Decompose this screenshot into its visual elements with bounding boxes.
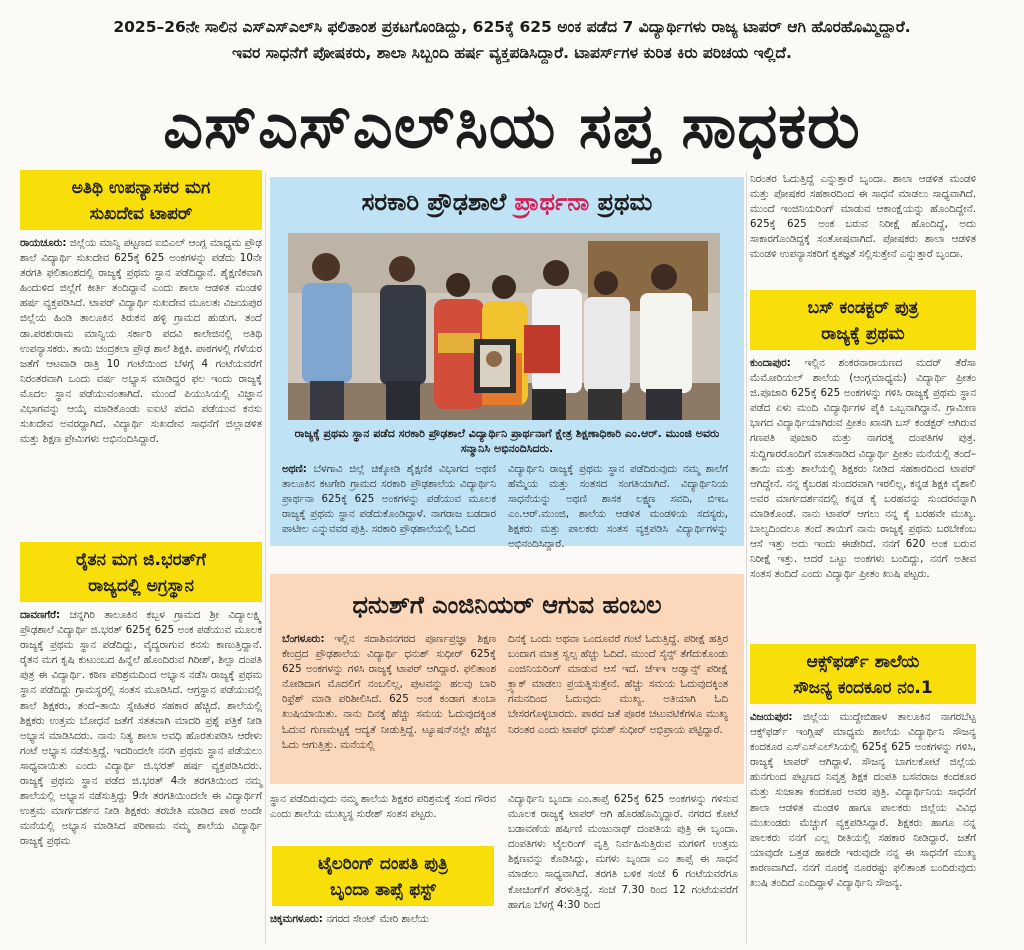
story2-title-line2: ರಾಜ್ಯದಲ್ಲಿ ಅಗ್ರಸ್ಥಾನ xyxy=(88,576,194,596)
story5-dateline: ವಿಜಯಪುರ: xyxy=(750,711,793,723)
dhanush-title: ಧನುಶ್‌ಗೆ ಎಂಜಿನಿಯರ್ ಆಗುವ ಹಂಬಲ xyxy=(352,591,662,619)
bharath-continuation: ಸ್ಥಾನ ಪಡೆದಿರುವುದು ನಮ್ಮ ಶಾಲೆಯ ಶಿಕ್ಷಕರ ಪರಿಶ್ರಮಕ್ಕೆ ಸಂದ ಗೌರವ ಎಂದು ಶಾಲೆಯ ಮುಖ್ಯಸ್ಥ ಸುರೇಶ್ ಸಂತಸ ಪಟ್ಟರು. xyxy=(270,793,496,821)
story2-dateline: ದಾವಣಗೆರೆ: xyxy=(20,609,61,621)
story3-col2: ವಿದ್ಯಾರ್ಥಿನಿ ಬೃಂದಾ ಎಂ.ತಾಪ್ಸೆ 625ಕ್ಕೆ 625 ಅಂಕಗಳನ್ನು ಗಳಿಸುವ ಮೂಲಕ ರಾಜ್ಯಕ್ಕೆ ಟಾಪರ್ ಆಗಿ ಹೊರಹೊಮ್ಮಿದ್ದಾರೆ. ನಗರದ ಕೋಟೆ ಬಡಾವಣೆಯ ಹರ್ಷಿಣಿ ಮಂಜುನಾಥ್ ದಂಪತಿಯ ಪುತ್ರಿ ಈ ಬೃಂದಾ. ದಂಪತಿಗಳು ಟೈಲರಿಂಗ್ ವೃತ್ತಿ ನಿರ್ವಹಿಸುತ್ತಿರುವ ಮಗಳಿಗೆ ಉತ್ತಮ ಶಿಕ್ಷಣವನ್ನು ಕೊಡಿಸಿದ್ದು, ಮಗಳು ಬೃಂದಾ ಎಂ ತಾಪ್ಸೆ ಈ ಸಾಧನೆ ಮಾಡಲು ಸಾಧ್ಯವಾಗಿದೆ. ತರಗತಿ ಬಳಿಕ ಸಂಜೆ 6 ಗಂಟೆಯವರೆಗೂ ಕೋಚಿಂಗ್‌ಗೆ ತೆರಳುತ್ತಿದ್ದೆ. ಸಂಜೆ 7.30 ರಿಂದ 12 ಗಂಟೆಯವರೆಗೆ ಹಾಗೂ ಬೆಳಗ್ಗೆ 4:30 ರಿಂದ xyxy=(508,793,738,911)
strap-line-2: ಇವರ ಸಾಧನೆಗೆ ಪೋಷಕರು, ಶಾಲಾ ಸಿಬ್ಬಂದಿ ಹರ್ಷ ವ್ಯಕ್ತಪಡಿಸಿದ್ದಾರೆ. ಟಾಪರ್ಸ್‌ಗಳ ಕುರಿತ ಕಿರು ಪರಿಚಯ ಇಲ್ಲಿದೆ. xyxy=(232,44,792,62)
prarthana-title-name: ಪ್ರಾರ್ಥನಾ xyxy=(514,188,590,216)
story2-body xyxy=(20,608,262,944)
story3-title-line2: ಬೃಂದಾ ತಾಪ್ಸೆ ಫಸ್ಟ್ xyxy=(330,880,436,900)
prarthana-col1 xyxy=(282,462,496,542)
column-rule-left xyxy=(265,172,266,944)
story3-dateline: ಚಿಕ್ಕಮಗಳೂರು: xyxy=(270,913,323,925)
dhanush-col1 xyxy=(282,632,496,780)
story5-title-line2: ಸೌಜನ್ಯ ಕಂದಕೂರ ನಂ.1 xyxy=(793,678,933,698)
story2-title-box xyxy=(20,542,262,602)
story4-title-box xyxy=(750,290,976,350)
photo-illustration xyxy=(288,233,720,420)
story3-start xyxy=(270,912,496,942)
brinda-continuation: ನಿರಂತರ ಓದುತ್ತಿದ್ದೆ ಎನ್ನುತ್ತಾರೆ ಬೃಂದಾ. ಶಾಲಾ ಆಡಳಿತ ಮಂಡಳಿ ಮತ್ತು ಪೋಷಕರ ಸಹಕಾರದಿಂದ ಈ ಸಾಧನೆ ಮಾಡಲು ಸಾಧ್ಯವಾಗಿದೆ. ಮುಂದೆ ಇಂಜಿನಿಯರಿಂಗ್ ಮಾಡುವ ಆಕಾಂಕ್ಷೆಯನ್ನು ಹೊಂದಿದ್ದೇನೆ. 625ಕ್ಕೆ 625 ಅಂಕ ಬರುವ ನಿರೀಕ್ಷೆ ಹೊಂದಿದ್ದೆ, ಅದು ಸಾಕಾರಗೊಂಡಿದ್ದಕ್ಕೆ ಸಂತೋಷವಾಗಿದೆ. ಪೋಷಕರು ಶಾಲಾ ಆಡಳಿತ ಮಂಡಳಿ ಉಪನ್ಯಾಸಕರಿಗೆ ಕೃತಜ್ಞತೆ ಸಲ್ಲಿಸುತ್ತೇನೆ ಎನ್ನುತ್ತಾರೆ ಬೃಂದಾ. xyxy=(750,173,976,261)
story1-title-line2: ಸುಖದೇವ ಟಾಪರ್ xyxy=(89,204,193,224)
story1-body xyxy=(20,236,262,532)
dhanush-col2: ದಿನಕ್ಕೆ ಒಂದು ಅಥವಾ ಒಂದೂವರೆ ಗಂಟೆ ಓದುತ್ತಿದ್ದೆ. ಪರೀಕ್ಷೆ ಹತ್ತಿರ ಬಂದಾಗ ಮಾತ್ರ ಸ್ವಲ್ಪ ಹೆಚ್ಚು ಓದಿದೆ. ಮುಂದೆ ಸೈನ್ಸ್ ತೆಗೆದುಕೊಂಡು ಎಂಜಿನಿಯರಿಂಗ್ ಮಾಡುವ ಆಸೆ ಇದೆ. ಜೆಇಇ ಅಡ್ವಾನ್ಸ್ ಪರೀಕ್ಷೆ ಕ್ರ್ಯಾಕ್ ಮಾಡಲು ಪ್ರಯತ್ನಿಸುತ್ತೇನೆ. ಹೆಚ್ಚು ಸಮಯ ಓದುವುದಕ್ಕಿಂತ ಗಮನದಿಂದ ಓದುವುದು ಮುಖ್ಯ. ಅತಿಯಾಗಿ ಓದಿ ಬೇಸರಗೊಳ್ಳಬಾರದು. ಪಾಠದ ಜತೆ ಪೂರಕ ಚಟುವಟಿಕೆಗಳೂ ಮುಖ್ಯ ನಿರಂತರ ಎಂದು ಟಾಪರ್ ಧನುಶ್ ಸುಧೀರ್ ಅಭಿಪ್ರಾಯ ಪಟ್ಟಿದ್ದಾರೆ. xyxy=(508,633,728,736)
story2-title-line1: ರೈತನ ಮಗ ಜಿ.ಭರತ್‌ಗೆ xyxy=(76,550,206,570)
story4-dateline: ಕುಂದಾಪುರ: xyxy=(750,357,791,369)
story4-title-line2: ರಾಜ್ಯಕ್ಕೆ ಪ್ರಥಮ xyxy=(821,324,905,344)
story4-title-line1: ಬಸ್ ಕಂಡಕ್ಟರ್ ಪುತ್ರ xyxy=(807,298,919,318)
story1-text: ಜಿಲ್ಲೆಯ ಮಾನ್ವಿ ಪಟ್ಟಣದ ಐಬಿಎಲ್ ಆಂಗ್ಲ ಮಾಧ್ಯಮ ಪ್ರೌಢ ಶಾಲೆ ವಿದ್ಯಾರ್ಥಿ ಸುಖದೇವ 625ಕ್ಕೆ 625 ಅಂಕಗಳನ್ನು ಪಡೆದು 10ನೇ ತರಗತಿ ಫಲಿತಾಂಶದಲ್ಲಿ ರಾಜ್ಯಕ್ಕೆ ಪ್ರಥಮ ಸ್ಥಾನ ಪಡೆದಿದ್ದಾನೆ. ಶೈಕ್ಷಣಿಕವಾಗಿ ಹಿಂದುಳಿದ ಜಿಲ್ಲೆಗೆ ಕೀರ್ತಿ ತಂದಿದ್ದಾನೆ ಎಂದು ಶಾಲಾ ಆಡಳಿತ ಮಂಡಳಿ ಹರ್ಷ ವ್ಯಕ್ತಪಡಿಸಿದೆ. ಟಾಪರ್ ವಿದ್ಯಾರ್ಥಿ ಸುಖದೇವ ಮೂಲತಃ ವಿಜಯಪುರ ಜಿಲ್ಲೆಯ ಹಿಂಡಿ ತಾಲೂಕಿನ ತಿರುಕನ ಹಳ್ಳಿ ಗ್ರಾಮದ ಹುಡುಗ. ತಂದೆ ಡಾ.ಪರಶುರಾಮ ಮಾನ್ವಿಯ ಸರ್ಕಾರಿ ಪದವಿ ಕಾಲೇಜಿನಲ್ಲಿ ಅತಿಥಿ ಉಪನ್ಯಾಸಕರು. ತಾಯಿ ಚಂದ್ರಕಲಾ ಪ್ರೌಢ ಶಾಲೆ ಶಿಕ್ಷಕಿ. ಪಾಠಗಳಲ್ಲಿ ಗೆಳೆಯರ ಜತೆಗೆ ಆಟವಾಡಿ ರಾತ್ರಿ 10 ಗಂಟೆಯಿಂದ ಬೆಳಗ್ಗೆ 4 ಗಂಟೆಯವರೆಗೆ ನಿರಂತರವಾಗಿ ಒಂದು ವರ್ಷ ಅಭ್ಯಾಸ ಮಾಡಿದ್ದರ ಫಲ ಇಂದು ರಾಜ್ಯಕ್ಕೆ ಮೊದಲ ಸ್ಥಾನ ಪಡೆಯುವಂತಾಗಿದೆ. ಮುಂದೆ ಪಿಯುಸಿಯಲ್ಲಿ ವಿಜ್ಞಾನ ವಿಭಾಗವನ್ನು ಆಯ್ಕೆ ಮಾಡಿಕೊಂಡು ಐಐಟಿ ಪದವಿ ಪಡೆಯುವ ಕನಸು ಸುಖದೇವ ಅವರದ್ದಾಗಿದೆ. ವಿದ್ಯಾರ್ಥಿ ಸುಖದೇವ ಸಾಧನೆಗೆ ಜಿಲ್ಲಾಡಳಿತ ಮತ್ತು ಶಿಕ್ಷಣ ಪ್ರೇಮಿಗಳು ಅಭಿನಂದಿಸಿದ್ದಾರೆ. xyxy=(20,237,262,446)
main-headline: ಎಸ್‌ಎಸ್‌ಎಲ್‌ಸಿಯ ಸಪ್ತ ಸಾಧಕರು xyxy=(163,89,861,162)
story5-title-line1: ಆಕ್ಸ್‌ಫರ್ಡ್ ಶಾಲೆಯ xyxy=(806,652,920,672)
prarthana-col2: ವಿದ್ಯಾರ್ಥಿನಿ ರಾಜ್ಯಕ್ಕೆ ಪ್ರಥಮ ಸ್ಥಾನ ಪಡೆದಿರುವುದು ನಮ್ಮ ಶಾಲೆಗೆ ಹೆಮ್ಮೆಯ ಮತ್ತು ಸಂತಸದ ಸಂಗತಿಯಾಗಿದೆ. ವಿದ್ಯಾರ್ಥಿನಿಯ ಸಾಧನೆಯನ್ನು ಅಥಣಿ ಶಾಸಕ ಲಕ್ಷ್ಮಣ ಸವದಿ, ಬಿಇಒ ಎಂ.ಆರ್.ಮುಂಜಿ, ಶಾಲೆಯ ಆಡಳಿತ ಮಂಡಳಿಯ ಸದಸ್ಯರು, ಶಿಕ್ಷಕರು ಮತ್ತು ಪಾಲಕರು ಸಂತಸ ವ್ಯಕ್ತಪಡಿಸಿ ವಿದ್ಯಾರ್ಥಿಗಳನ್ನು ಅಭಿನಂದಿಸಿದ್ದಾರೆ. xyxy=(508,463,728,551)
story3-title-line1: ಟೈಲರಿಂಗ್ ದಂಪತಿ ಪುತ್ರಿ xyxy=(318,854,448,874)
dhanush-col1-text: ಇಲ್ಲಿನ ಸದಾಶಿವನಗರದ ಪೂರ್ಣಪ್ರಜ್ಞಾ ಶಿಕ್ಷಣ ಕೇಂದ್ರದ ಪ್ರೌಢಶಾಲೆಯ ವಿದ್ಯಾರ್ಥಿ ಧನುಶ್ ಸುಧೀರ್ 625ಕ್ಕೆ 625 ಅಂಕಗಳನ್ನು ಗಳಿಸಿ ರಾಜ್ಯಕ್ಕೆ ಟಾಪರ್ ಆಗಿದ್ದಾರೆ. ಫಲಿತಾಂಶ ನೋಡಿದಾಗ ಮೊದಲಿಗೆ ನಂಬಲಿಲ್ಲ, ಪುಟವನ್ನು ಹಲವು ಬಾರಿ ರಿಫ್ರೆಶ್ ಮಾಡಿ ಪರಿಶೀಲಿಸಿದೆ. 625 ಅಂಕ ಕಂಡಾಗ ತುಂಬಾ ಖುಷಿಯಾಯಿತು. ನಾನು ದಿನಕ್ಕೆ ಹೆಚ್ಚು ಸಮಯ ಓದುವುದಕ್ಕಿಂತ ಓದುವ ಗುಣಮಟ್ಟಕ್ಕೆ ಆದ್ಯತೆ ನೀಡುತ್ತಿದ್ದೆ. ಟ್ಯೂಷನ್‌ನಲ್ಲೇ ಹೆಚ್ಚಿನ ಓದು ಆಗುತ್ತಿತ್ತು. ಮನೆಯಲ್ಲಿ xyxy=(282,633,496,751)
prarthana-title-c: ಪ್ರಥಮ xyxy=(597,188,653,216)
story4-text: ಇಲ್ಲಿನ ಶಂಕರನಾರಾಯಣದ ಮದರ್ ತೆರೆಸಾ ಮೆಮೋರಿಯಲ್ ಶಾಲೆಯ (ಆಂಗ್ಲಮಾಧ್ಯಮ) ವಿದ್ಯಾರ್ಥಿ ಪ್ರೀತಂ ಜಿ.ಪೂಜಾರಿ 625ಕ್ಕೆ 625 ಅಂಕಗಳನ್ನು ಗಳಿಸಿ ರಾಜ್ಯಕ್ಕೆ ಪ್ರಥಮ ಸ್ಥಾನ ಪಡೆದ ಏಳು ಮಂದಿ ವಿದ್ಯಾರ್ಥಿಗಳ ಪೈಕಿ ಒಬ್ಬನಾಗಿದ್ದಾನೆ. ಗ್ರಾಮೀಣ ಭಾಗದ ವಿದ್ಯಾರ್ಥಿಯಾಗಿರುವ ಪ್ರೀತಂ ಖಾಸಗಿ ಬಸ್ ಕಂಡಕ್ಟರ್ ಆಗಿರುವ ಗಣಪತಿ ಪೂಜಾರಿ ಮತ್ತು ನಾಗರತ್ನ ದಂಪತಿಗಳ ಪುತ್ರ. ಸುದ್ದಿಗಾರರೊಂದಿಗೆ ಮಾತನಾಡಿದ ವಿದ್ಯಾರ್ಥಿ ಪ್ರೀತಂ ಮನೆಯಲ್ಲಿ ತಂದೆ–ತಾಯಿ ಮತ್ತು ಶಾಲೆಯಲ್ಲಿ ಶಿಕ್ಷಕರು ನೀಡಿದ ಸಹಕಾರದಿಂದ ಟಾಪರ್ ಆಗಿದ್ದೇನೆ. ನನ್ನ ಕೈಬರಹ ಸುಂದರವಾಗಿ ಇರಲಿಲ್ಲ, ಕನ್ನಡ ಶಿಕ್ಷಕಿ ವೈಶಾಲಿ ಅವರ ಮಾರ್ಗದರ್ಶನದಲ್ಲಿ ಕನ್ನಡ ಕೈ ಬರಹವನ್ನು ಸುಂದರವನ್ನಾಗಿ ಮಾಡಿಕೊಂಡೆ. ನಾನು ಟಾಪರ್ ಆಗಲು ನನ್ನ ಕೈ ಬರಹವೇ ಮುಖ್ಯ. ಬಾಲ್ಯದಿಂದಲೂ ತಂದೆ ತಾಯಿಗೆ ನಾನು ರಾಜ್ಯಕ್ಕೆ ಪ್ರಥಮ ಬರಬೇಕೆಂಬ ಆಸೆ ಇತ್ತು ಅದು ಇಂದು ಈಡೇರಿದೆ. ನನಗೆ 620 ಅಂಕ ಬರುವ ನಿರೀಕ್ಷೆ ಇತ್ತು. ಆದರೆ ಒಟ್ಟು ಅಂಕಗಳು ಬಂದಿದ್ದು, ನನಗೆ ಅತೀವ ಸಂತಸ ತಂದಿದೆ ಎಂದು ವಿದ್ಯಾರ್ಥಿ ಪ್ರೀತಂ ಖುಷಿ ಪಟ್ಟರು. xyxy=(750,357,976,581)
story3-title-box xyxy=(272,846,494,906)
column-rule-right xyxy=(746,172,747,944)
prarthana-title-a: ಸರಕಾರಿ ಪ್ರೌಢಶಾಲೆ xyxy=(361,188,507,216)
story2-text: ಚನ್ನಗಿರಿ ತಾಲೂಕಿನ ಕಬ್ಬಳ ಗ್ರಾಮದ ಶ್ರೀ ವಿದ್ಯಾಲಕ್ಷ್ಮಿ ಪ್ರೌಢಶಾಲೆ ವಿದ್ಯಾರ್ಥಿ ಜಿ.ಭರತ್ 625ಕ್ಕೆ 625 ಅಂಕ ಪಡೆಯುವ ಮೂಲಕ ರಾಜ್ಯಕ್ಕೆ ಪ್ರಥಮ ಸ್ಥಾನ ಪಡೆದಿದ್ದು, ವೈದ್ಯರಾಗುವ ಕನಸು ಕಾಣುತ್ತಿದ್ದಾನೆ. ರೈತನ ಮಗ ಕೃಷಿ ಕುಟುಂಬದ ಹಿನ್ನೆಲೆ ಹೊಂದಿರುವ ಗಿರೀಶ್, ಶಿಲ್ಪಾ ದಂಪತಿ ಪುತ್ರ ಈ ವಿದ್ಯಾರ್ಥಿ. ಕಠಿಣ ಪರಿಶ್ರಮದಿಂದ ಅಭ್ಯಾಸ ನಡೆಸಿ ರಾಜ್ಯಕ್ಕೆ ಪ್ರಥಮ ಸ್ಥಾನ ಪಡೆದಿದ್ದು ಗ್ರಾಮಸ್ಥರಲ್ಲಿ ಸಂತಸ ಮೂಡಿಸಿದೆ. ಆಗ್ರಸ್ಥಾನ ಪಡೆಯುವಲ್ಲಿ ಶಾಲೆ ಶಿಕ್ಷಕರು, ತಂದೆ–ತಾಯಿ ಸ್ನೇಹಿತರ ಸಹಕಾರ ಹೆಚ್ಚಿದೆ. ಶಾಲೆಯಲ್ಲಿ ಶಿಕ್ಷಕರು ಉತ್ತಮ ಬೋಧನೆ ಜತೆಗೆ ಸತತವಾಗಿ ಮಾದರಿ ಪ್ರಶ್ನೆ ಪತ್ರಿಕೆ ನೀಡಿ ಅಭ್ಯಾಸ ಮಾಡಿಸಿದರು. ನಾನು ನಿತ್ಯ ಶಾಲಾ ಅವಧಿ ಹೊರತುಪಡಿಸಿ ಆರೇಳು ಗಂಟೆ ಅಭ್ಯಾಸ ನಡೆಸುತ್ತಿದ್ದೆ. ಇದರಿಂದಲೇ ನನಗಿ ಪ್ರಥಮ ಸ್ಥಾನ ಪಡೆಯಲು ಸಾಧ್ಯವಾಯಿತು ಎಂದು ವಿದ್ಯಾರ್ಥಿ ಜಿ.ಭರತ್ ಹರ್ಷ ವ್ಯಕ್ತಪಡಿಸಿದರು. ರಾಜ್ಯಕ್ಕೆ ಪ್ರಥಮ ಸ್ಥಾನ ಪಡೆದ ಜಿ.ಭರತ್ 4ನೇ ತರಗತಿಯಿಂದ ನಮ್ಮ ಶಾಲೆಯಲ್ಲಿ ಅಭ್ಯಾಸ ನಡೆಸುತ್ತಿದ್ದು 9ನೇ ತರಗತಿಯಿಂದಲೇ ಈ ವಿದ್ಯಾರ್ಥಿಗೆ ಉತ್ತಮ ಮಾರ್ಗದರ್ಶನ ನೀಡಿ ಶಿಕ್ಷಕರು ತರಬೇತಿ ಮಾಡಿದ ಪಾಠ ಅಂದೇ ಮನೆಯಲ್ಲಿ ಅಭ್ಯಾಸ ಮಾಡಿಸಿದ ಪರಿಣಾಮ ನಮ್ಮ ಶಾಲೆಯ ವಿದ್ಯಾರ್ಥಿ ರಾಜ್ಯಕ್ಕೆ ಪ್ರಥಮ xyxy=(20,609,262,848)
story5-body xyxy=(750,710,976,944)
story3-start-text: ನಗರದ ಸೇಂಟ್ ಮೇರಿ ಶಾಲೆಯ xyxy=(326,913,429,925)
strap-line-1: 2025–26ನೇ ಸಾಲಿನ ಎಸ್‌ಎಸ್‌ಎಲ್‌ಸಿ ಫಲಿತಾಂಶ ಪ್ರಕಟಗೊಂಡಿದ್ದು, 625ಕ್ಕೆ 625 ಅಂಕ ಪಡೆದ 7 ವಿದ್ಯಾರ್ಥಿಗಳು ರಾಜ್ಯ ಟಾಪರ್ ಆಗಿ ಹೊರಹೊಮ್ಮಿದ್ದಾರೆ. xyxy=(113,18,911,36)
prarthana-col1-text: ಬೆಳಗಾವಿ ಜಿಲ್ಲೆ ಚಿಕ್ಕೋಡಿ ಶೈಕ್ಷಣಿಕ ವಿಭಾಗದ ಅಥಣಿ ತಾಲೂಕಿನ ಕಟಗೇರಿ ಗ್ರಾಮದ ಸರಕಾರಿ ಪ್ರೌಢಶಾಲೆಯ ವಿದ್ಯಾರ್ಥಿನಿ ಪ್ರಾರ್ಥನಾ 625ಕ್ಕೆ 625 ಅಂಕಗಳನ್ನು ಪಡೆಯುವ ಮೂಲಕ ರಾಜ್ಯಕ್ಕೆ ಪ್ರಥಮ ಸ್ಥಾನ ಪಡೆದುಕೊಂಡಿದ್ದಾಳೆ. ನಾಗರಾಜ ಬಡದಾರ ಪಾಟೀಲ ಎನ್ನುವವರ ಪುತ್ರಿ. ಸರಕಾರಿ ಪ್ರೌಢಶಾಲೆಯಲ್ಲಿ ಓದಿದ xyxy=(282,463,496,536)
story1-dateline: ರಾಯಚೂರು: xyxy=(20,237,67,249)
story1-title-box xyxy=(20,170,262,230)
photo-caption: ರಾಜ್ಯಕ್ಕೆ ಪ್ರಥಮ ಸ್ಥಾನ ಪಡೆದ ಸರಕಾರಿ ಪ್ರೌಢಶಾಲೆ ವಿದ್ಯಾರ್ಥಿನಿ ಪ್ರಾರ್ಥನಾಗೆ ಕ್ಷೇತ್ರ ಶಿಕ್ಷಣಾಧಿಕಾರಿ ಎಂ.ಆರ್. ಮುಂಜಿ ಅವರು ಸನ್ಮಾನಿಸಿ ಅಭಿನಂದಿಸಿದರು. xyxy=(294,427,720,455)
prarthana-title xyxy=(270,188,744,216)
story1-title-line1: ಅತಿಥಿ ಉಪನ್ಯಾಸಕರ ಮಗ xyxy=(71,178,211,198)
story4-body xyxy=(750,356,976,636)
prarthana-group-photo xyxy=(288,233,720,420)
dhanush-dateline: ಬೆಂಗಳೂರು: xyxy=(282,633,325,645)
story5-title-box xyxy=(750,644,976,704)
story5-text: ಜಿಲ್ಲೆಯ ಮುದ್ದೇಬಿಹಾಳ ತಾಲೂಕಿನ ನಾಗರಬೆಟ್ಟ ಆಕ್ಸ್‌ಫರ್ಡ್ ಇಂಗ್ಲಿಷ್ ಮಾಧ್ಯಮ ಶಾಲೆಯ ವಿದ್ಯಾರ್ಥಿನಿ ಸೌಜನ್ಯ ಕಂದಕೂರ ಎಸ್‌ಎಸ್‌ಎಲ್‌ಸಿಯಲ್ಲಿ 625ಕ್ಕೆ 625 ಅಂಕಗಳನ್ನು ಗಳಿಸಿ, ರಾಜ್ಯಕ್ಕೆ ಟಾಪರ್ ಆಗಿದ್ದಾಳೆ. ಸೌಜನ್ಯ ಬಾಗಲಕೋಟೆ ಜಿಲ್ಲೆಯ ಹುನಗುಂದ ಪಟ್ಟಣದ ನಿವೃತ್ತ ಶಿಕ್ಷಕ ದಂಪತಿ ಬಸವರಾಜ ಕಂದಕೂರ ಮತ್ತು ಸುಜಾತಾ ಕಂದಕೂರ ಅವರ ಪುತ್ರಿ. ವಿದ್ಯಾರ್ಥಿನಿಯ ಸಾಧನೆಗೆ ಶಾಲಾ ಆಡಳಿತ ಮಂಡಳಿ ಹಾಗೂ ಪಾಲಕರು ಜಿಲ್ಲೆಯ ವಿವಿಧ ಮುಖಂಡರು ಮೆಚ್ಚುಗೆ ವ್ಯಕ್ತಪಡಿಸಿದ್ದಾರೆ. ಶಿಕ್ಷಕರು ಹಾಗೂ ನನ್ನ ಪಾಲಕರು ನನಗೆ ಎಲ್ಲ ರೀತಿಯಲ್ಲಿ ಸಹಕಾರ ನೀಡಿದ್ದಾರೆ. ಜತೆಗೆ ಯಾವುದೇ ಒತ್ತಡ ಹಾಕದೇ ಇರುವುದೇ ನನ್ನ ಈ ಸಾಧನೆಗೆ ಮುಖ್ಯ ಕಾರಣವಾಗಿದೆ. ನನಗೆ ನೂರಕ್ಕೆ ನೂರರಷ್ಟು ಫಲಿತಾಂಶ ಬಂದಿರುವುದು ಖುಷಿ ತಂದಿದೆ ಎಂದಿದ್ದಾಳೆ ವಿದ್ಯಾರ್ಥಿನಿ ಸೌಜನ್ಯ. xyxy=(750,711,976,890)
prarthana-dateline: ಅಥಣಿ: xyxy=(282,463,307,475)
